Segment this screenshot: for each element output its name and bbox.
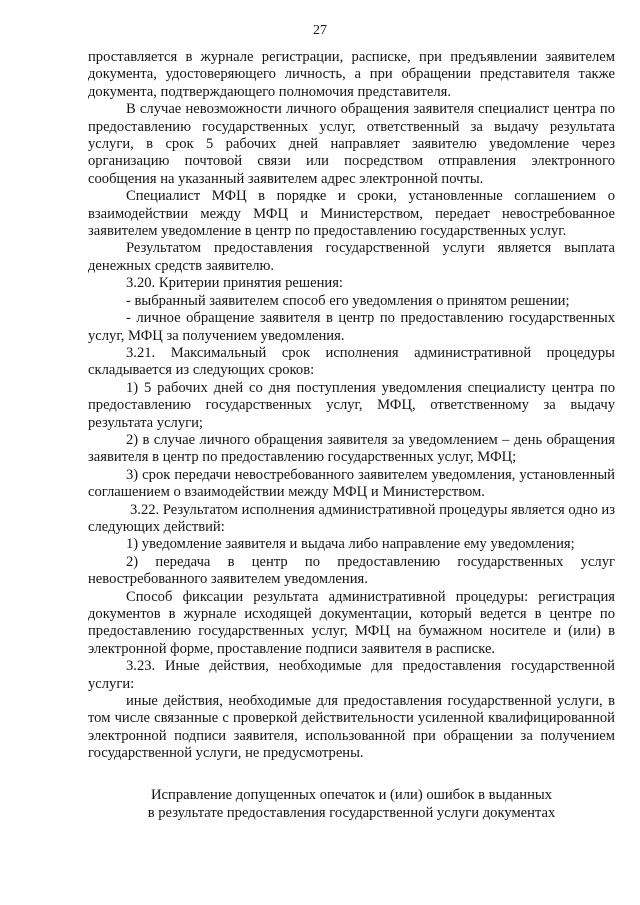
list-item: 2) передача в центр по предоставлению государственных услуг невостребованного заявителем уведомления.	[88, 553, 615, 588]
section-heading-line: в результате предоставления государственной услуги документах	[147, 805, 556, 821]
section-heading	[88, 786, 615, 822]
paragraph: иные действия, необходимые для предоставления государственной услуги, в том числе связанные с проверкой действительности усиленной квалифицированной электронной подписи заявителя, использованной при обращении за получением государственной услуги, не предусмотрены.	[88, 693, 615, 762]
paragraph: Способ фиксации результата административной процедуры: регистрация документов в журнале исходящей документации, который ведется в центре по предоставлению государственных услуг, МФЦ на бумажном носителе и (или) в электронной форме, проставление подписи заявителя в расписке.	[88, 588, 615, 657]
paragraph: 3.21. Максимальный срок исполнения административной процедуры складывается из следующих сроков:	[88, 344, 615, 379]
paragraph: проставляется в журнале регистрации, расписке, при предъявлении заявителем документа, удостоверяющего личность, а при обращении представителя также документа, подтверждающего полномочия представителя.	[88, 49, 615, 100]
paragraph: 3.23. Иные действия, необходимые для предоставления государственной услуги:	[88, 658, 615, 692]
list-item: - личное обращение заявителя в центр по предоставлению государственных услуг, МФЦ за получением уведомления.	[88, 310, 615, 344]
document-body	[88, 49, 615, 763]
paragraph: Специалист МФЦ в порядке и сроки, установленные соглашением о взаимодействии между МФЦ и Министерством, передает невостребованное заявителем уведомление в центр по предоставлению государственных услуг.	[88, 188, 615, 240]
paragraph: 3.22. Результатом исполнения административной процедуры является одно из следующих действий:	[88, 501, 615, 535]
list-item: 1) уведомление заявителя и выдача либо направление ему уведомления;	[126, 536, 575, 553]
page-number: 27	[313, 23, 327, 38]
paragraph: В случае невозможности личного обращения заявителя специалист центра по предоставлению государственных услуг, ответственный за выдачу результата услуги, в срок 5 рабочих дней направляет заявителю уведомление через организацию почтовой связи или посредством отправления электронного сообщения на указанный заявителем адрес электронной почты.	[88, 101, 615, 187]
list-item: - выбранный заявителем способ его уведомления о принятом решении;	[126, 292, 570, 309]
section-heading-line: Исправление допущенных опечаток и (или) ошибок в выданных	[151, 787, 552, 803]
list-item: 3) срок передачи невостребованного заявителем уведомления, установленный соглашением о взаимодействии между МФЦ и Министерством.	[88, 466, 615, 501]
list-item: 2) в случае личного обращения заявителя за уведомлением – день обращения заявителя в центр по предоставлению государственных услуг, МФЦ;	[88, 431, 615, 466]
paragraph: 3.20. Критерии принятия решения:	[126, 275, 343, 292]
list-item: 1) 5 рабочих дней со дня поступления уведомления специалисту центра по предоставлению государственных услуг, МФЦ, ответственному за выдачу результата услуги;	[88, 379, 615, 431]
paragraph: Результатом предоставления государственной услуги является выплата денежных средств заявителю.	[88, 240, 615, 274]
